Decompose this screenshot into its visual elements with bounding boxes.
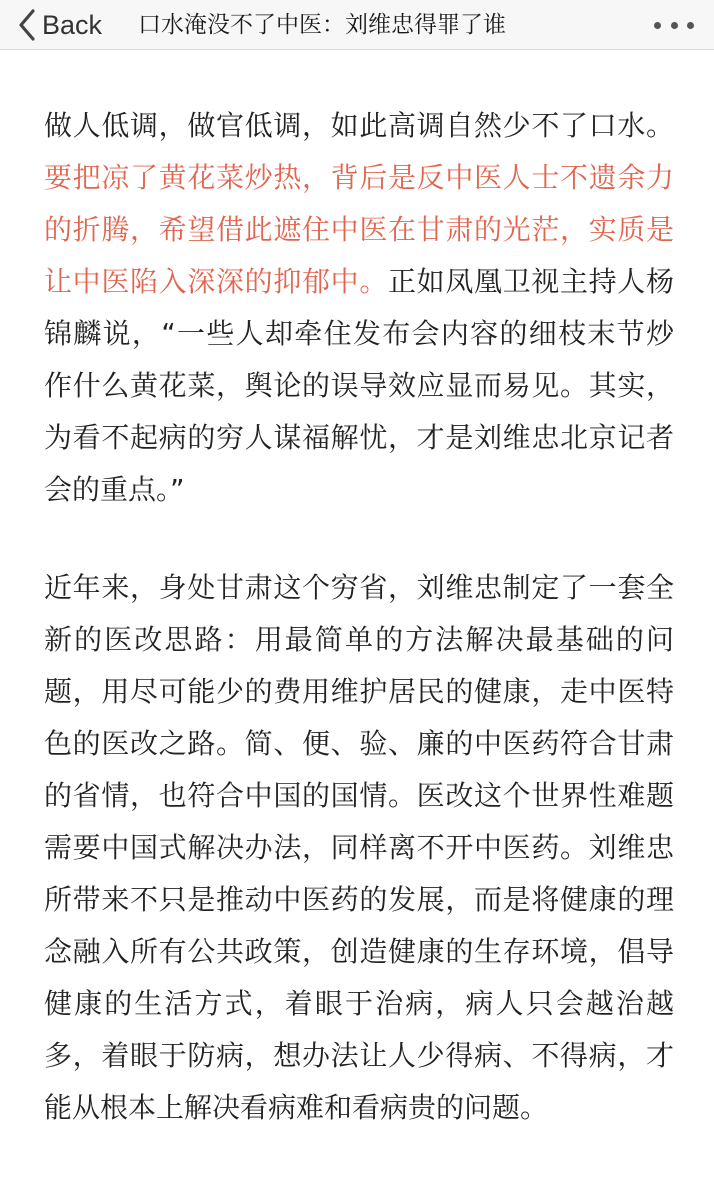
- top-navigation-bar: [0, 0, 714, 50]
- highlighted-text: 要把凉了黄花菜炒热，背后是反中医人士不遗余力的折腾，希望借此遮住中医在甘肃的光茫，实质是让中医陷入深深的抑郁中。: [44, 161, 674, 298]
- article-paragraph-2: 近年来，身处甘肃这个穷省，刘维忠制定了一套全新的医改思路：用最简单的方法解决最基础的问题，用尽可能少的费用维护居民的健康，走中医特色的医改之路。简、便、验、廉的中医药符合甘肃的省情，也符合中国的国情。医改这个世界性难题需要中国式解决办法，同样离不开中医药。刘维忠所带来不只是推动中医药的发展，而是将健康的理念融入所有公共政策，创造健康的生存环境，倡导健康的生活方式，着眼于治病，病人只会越治越多，着眼于防病，想办法让人少得病、不得病，才能从根本上解决看病难和看病贵的问题。: [44, 571, 674, 1124]
- paragraph-text: 正如凤凰卫视主持人杨锦麟说，“一些人却牵住发布会内容的细枝末节炒作什么黄花菜，舆论的误导效应显而易见。其实，为看不起病的穷人谋福解忧，才是刘维忠北京记者会的重点。”: [44, 265, 674, 506]
- back-label: Back: [42, 9, 103, 40]
- chevron-left-icon: [18, 9, 36, 41]
- more-dots-icon: [671, 22, 678, 29]
- page-title: 口水淹没不了中医：刘维忠得罪了谁: [138, 12, 506, 38]
- more-options-button[interactable]: [654, 10, 694, 40]
- paragraph-text: 做人低调，做官低调，如此高调自然少不了口水。: [44, 109, 674, 142]
- article-paragraph-1: [44, 100, 674, 516]
- article-body: [44, 100, 674, 1134]
- more-dots-icon: [687, 22, 694, 29]
- back-button[interactable]: [18, 6, 102, 44]
- more-dots-icon: [654, 22, 661, 29]
